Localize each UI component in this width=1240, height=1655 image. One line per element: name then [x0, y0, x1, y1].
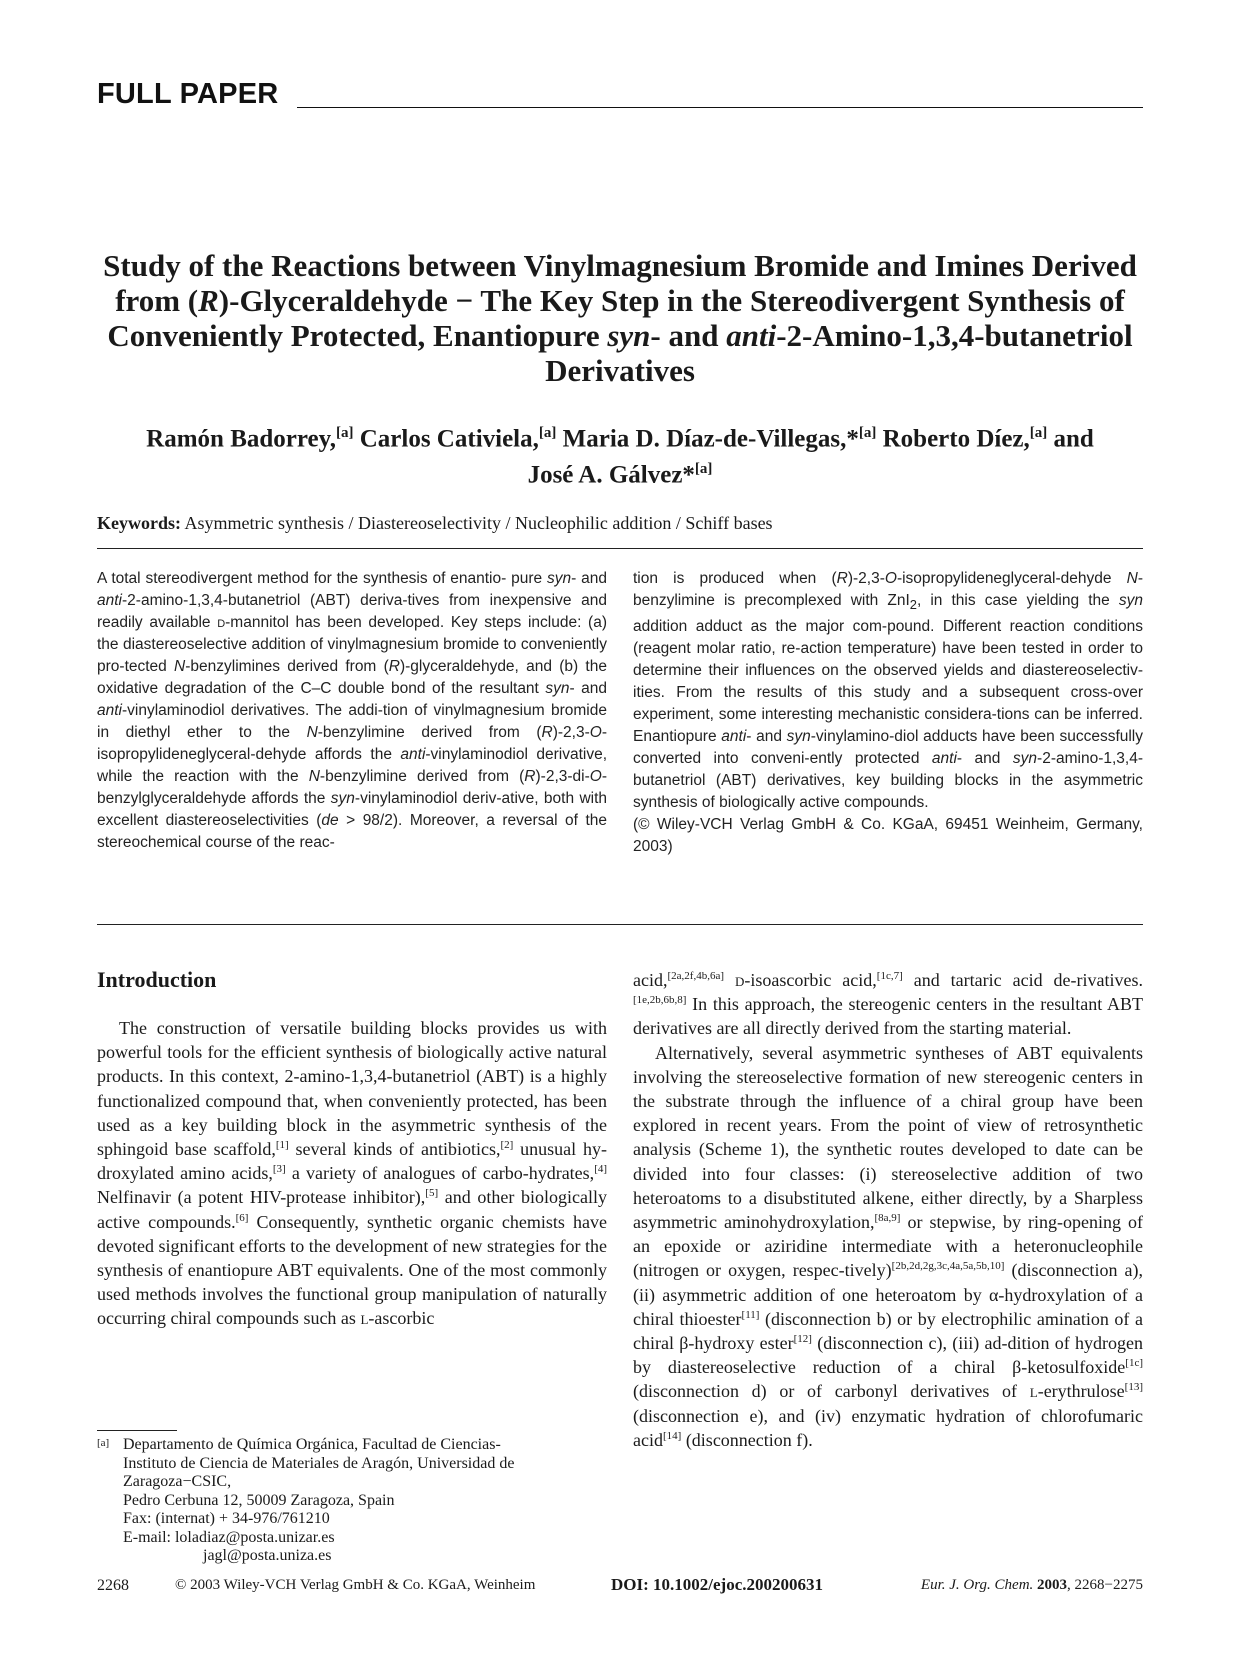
footnote-line: Zaragoza−CSIC, [123, 1473, 232, 1490]
keywords-label: Keywords: [97, 513, 181, 533]
affiliation-mark: [a] [1029, 425, 1048, 441]
abstract-right-text: tion is produced when (R)-2,3-O-isopropylideneglyceral-dehyde N-benzylimine is precomplexed with ZnI$_2$, in this case yielding the syn addition adduct as the major com-pound. Different reaction conditions (reagent molar ratio, re-action temperature) have been tested in order to determine their influences on the observed yields and diastereoselectiv-ities. From the results of this study and a subsequent cross-over experiment, some interesting mechanistic considera-tions can be inferred. Enantiopure anti- and syn-vinylamino-diol adducts have been successfully converted into conveni-ently protected anti- and syn-2-amino-1,3,4-butanetriol (ABT) derivatives, key building blocks in the asymmetric synthesis of biologically active compounds. [633, 570, 1144, 812]
running-header [97, 78, 1143, 112]
section-label: FULL PAPER [97, 78, 279, 110]
title-line-3a: Conveniently Protected, Enantiopure [107, 318, 608, 353]
abstract-right-column [633, 568, 1143, 858]
intro-paragraph-1: The construction of versatile building blocks provides us with powerful tools for the efficient synthesis of biologically active natural products. In this context, 2-amino-1,3,4-butanetriol (ABT) is a highly functionalized compound that, when conveniently protected, has been used as a key building block in the asymmetric synthesis of the sphingoid base scaffold,[1] several kinds of antibiotics,[2] unusual hy-droxylated amino acids,[3] a variety of analogues of carbo-hydrates,[4] Nelfinavir (a potent HIV-protease inhibitor),[5] and other biologically active compounds.[6] Consequently, synthetic organic chemists have devoted significant efforts to the development of new strategies for the synthesis of enantiopure ABT equivalents. One of the most commonly used methods involves the functional group manipulation of naturally occurring chiral compounds such as l-ascorbic [97, 1018, 608, 1329]
doi-link[interactable]: DOI: 10.1002/ejoc.200200631 [611, 1575, 824, 1594]
affiliation-footnote [97, 1436, 607, 1566]
keywords [97, 513, 773, 534]
footnote-line: Instituto de Ciencia de Materiales de Aragón, Universidad de [123, 1454, 515, 1472]
affiliation-mark: [a] [538, 425, 557, 441]
footer-copyright: © 2003 Wiley-VCH Verlag GmbH & Co. KGaA, Weinheim [175, 1577, 536, 1593]
introduction-heading: Introduction [97, 967, 217, 992]
author-list [97, 418, 1143, 491]
author-1: Ramón Badorrey, [146, 425, 336, 453]
affiliation-mark: [a] [694, 461, 713, 478]
intro-paragraph-2: Alternatively, several asymmetric syntheses of ABT equivalents involving the stereoselective formation of new stereogenic centers in the substrate through the influence of a chiral group have been explored in recent years. From the point of view of retrosynthetic analysis (Scheme 1), the synthetic routes developed to date can be divided into four classes: (i) stereoselective addition of two heteroatoms to a disubstituted alkene, either directly, by a Sharpless asymmetric aminohydroxylation,[8a,9] or stepwise, by ring-opening of an epoxide or aziridine intermediate with a heteronucleophile (nitrogen or oxygen, respec-tively)[2b,2d,2g,3c,4a,5a,5b,10] (disconnection a), (ii) asymmetric addition of one heteroatom by α-hydroxylation of a chiral thioester[11] (disconnection b) or by electrophilic amination of a chiral β-hydroxy ester[12] (disconnection c), (iii) ad-dition of hydrogen by diastereoselective reduction of a chiral β-ketosulfoxide[1c] (disconnection d) or of carbonyl derivatives of l-erythrulose[13] (disconnection e), and (iv) enzymatic hydration of chlorofumaric acid[14] (disconnection f). [633, 1042, 1143, 1450]
abstract-copyright: (© Wiley-VCH Verlag GmbH & Co. KGaA, 69451 Weinheim, Germany, 2003) [633, 816, 1143, 856]
title-line-3b: - and [650, 318, 727, 353]
author-2: Carlos Cativiela, [359, 425, 539, 453]
title-line-2a: from ( [115, 283, 199, 318]
author-5: José A. Gálvez* [527, 461, 695, 489]
paper-title [97, 248, 1143, 388]
footnote-email[interactable]: E-mail: loladiaz@posta.unizar.es [123, 1528, 335, 1546]
journal-citation: Eur. J. Org. Chem. 2003, 2268−2275 [920, 1577, 1143, 1593]
title-line-2b: )-Glyceraldehyde − The Key Step in the Stereodivergent Synthesis of [218, 283, 1125, 318]
author-3: Maria D. Díaz-de-Villegas,* [562, 425, 859, 453]
title-syn: syn [607, 318, 651, 353]
intro-paragraph-1-cont: acid,[2a,2f,4b,6a] d-isoascorbic acid,[1c,7] and tartaric acid de-rivatives.[1e,2b,6b,8] In this approach, the stereogenic centers in the resultant ABT derivatives are all directly derived from the starting material. [633, 970, 1143, 1039]
abstract-top-rule [97, 548, 1143, 549]
title-line-1: Study of the Reactions between Vinylmagnesium Bromide and Imines Derived [103, 248, 1137, 283]
footnote-line: Fax: (internat) + 34-976/761210 [123, 1510, 330, 1527]
author-4: Roberto Díez, [882, 425, 1030, 453]
footnote-mark: [a] [97, 1437, 110, 1449]
keywords-text: Asymmetric synthesis / Diastereoselectivity / Nucleophilic addition / Schiff bases [184, 513, 773, 533]
page-number: 2268 [97, 1577, 129, 1594]
footnote-email[interactable]: jagl@posta.uniza.es [203, 1547, 332, 1564]
footnote-line: Pedro Cerbuna 12, 50009 Zaragoza, Spain [123, 1491, 395, 1509]
title-anti: anti [726, 318, 777, 353]
abstract-left-column [97, 568, 607, 854]
author-conjunction: and [1053, 425, 1094, 453]
abstract-bottom-rule [97, 924, 1143, 925]
intro-right-column [633, 968, 1143, 1452]
abstract-left-text: A total stereodivergent method for the synthesis of enantio- pure syn- and anti-2-amino-1,3,4-butanetriol (ABT) deriva-tives from inexpensive and readily available d-mannitol has been developed. Key steps include: (a) the diastereoselective addition of vinylmagnesium bromide to conveniently pro-tected N-benzylimines derived from (R)-glyceraldehyde, and (b) the oxidative degradation of the C–C double bond of the resultant syn- and anti-vinylaminodiol derivatives. The addi-tion of vinylmagnesium bromide in diethyl ether to the N-benzylimine derived from (R)-2,3-O-isopropylideneglyceral-dehyde affords the anti-vinylaminodiol derivative, while the reaction with the N-benzylimine derived from (R)-2,3-di-O-benzylglyceraldehyde affords the syn-vinylaminodiol deriv-ative, both with excellent diastereoselectivities (de > 98/2). Moreover, a reversal of the stereochemical course of the reac- [97, 570, 608, 851]
affiliation-mark: [a] [858, 425, 877, 441]
page-footer [97, 1577, 1143, 1601]
title-r: R [198, 283, 219, 318]
footnote-rule [97, 1430, 177, 1431]
footnote-line: Departamento de Química Orgánica, Facultad de Ciencias- [123, 1436, 501, 1453]
title-line-3c: -2-Amino-1,3,4-butanetriol [776, 318, 1133, 353]
affiliation-mark: [a] [335, 425, 354, 441]
intro-left-column [97, 1016, 607, 1331]
title-line-4: Derivatives [545, 353, 695, 388]
header-rule [297, 107, 1143, 108]
